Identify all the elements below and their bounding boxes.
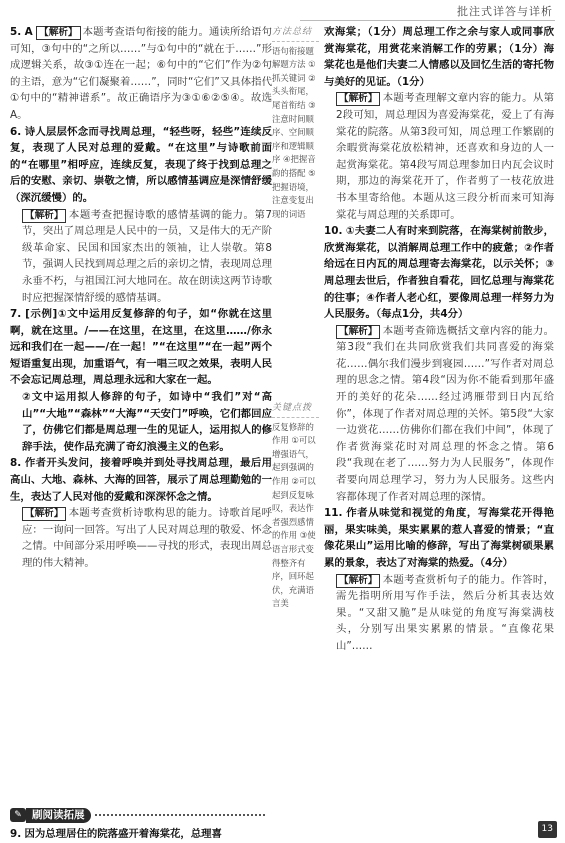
q7-answer-1: ①文中运用反复修辞的句子，如“你就在这里啊，就在这里。/——在这里，在这里，在这里……/你永远和我们在一起——/在一起！”“在这里”“在一起”两个短语重复出现，加重语气，有一唱三叹之效果，表明人民不会忘记周总理，周总理永远和大家在一起。 xyxy=(10,308,273,387)
side-note-key xyxy=(272,400,319,611)
q11 xyxy=(324,505,554,571)
q8-number: 8. xyxy=(10,457,22,470)
right-column xyxy=(324,24,554,655)
q10-explanation: 本题考查筛选概括文章内容的能力。第3段“我们在共同欣赏我们共同喜爱的海棠花……偶尔我们漫步到寝园……”写作者对周总理的思念之情。第4段“因为你不能看到那年盛开的美好的花朵……经过鸿雁带到日内瓦给你”，体现了作者对周总理的关怀。第5段“大家一边赏花……仿佛你们都在我们中间”，体现了作者赏海棠花时对周总理的怀念之情。第6段“我现在老了……努力为人民服务”，体现作者要向周总理学习，努力为人民服务。这些内容都体现了作者对周总理的深情。 xyxy=(336,324,554,503)
q5-number: 5. xyxy=(10,26,22,38)
q7-part2 xyxy=(10,389,272,455)
q10 xyxy=(324,223,554,323)
q10-tag: 【解析】 xyxy=(336,325,380,339)
q7-tag: 示例 xyxy=(29,308,53,321)
q7: 7. [示例]①文中运用反复修辞的句子，如“你就在这里啊，就在这里。/——在这里，在这里，在这里……/你永远和我们在一起——/在一起！”“在这里”“在一起”两个短语重复出现，加重语气，有一唱三叹之效果，表明人民不会忘记周总理，周总理永远和大家在一起。 xyxy=(10,308,273,387)
q8-explanation-block xyxy=(10,505,272,571)
header-rule xyxy=(300,20,555,21)
q9-tag: 【解析】 xyxy=(336,92,380,106)
q11-number: 11. xyxy=(324,507,343,520)
q9-explanation-block xyxy=(324,90,554,223)
side-note-key-title: 关键点拨 xyxy=(272,400,319,418)
q11-tag: 【解析】 xyxy=(336,574,380,588)
q5 xyxy=(10,24,272,124)
q6-explanation: 本题考查把握诗歌的感情基调的能力。第7节，突出了周总理是人民中的一员，又是伟大的无产阶级革命家、民国和国家杰出的领袖，让人崇敬。第8节，强调人民找到周总理之后的亲切之情，表现周总理永垂不朽，与祖国江河大地同在。故在朗读这两节诗歌时应把握深情舒缓的感情基调。 xyxy=(22,208,272,304)
header-title: 批注式详答与详析 xyxy=(457,5,553,18)
page-number: 13 xyxy=(538,821,557,838)
q9-explanation: 本题考查理解文章内容的能力。从第2段可知，周总理因为喜爱海棠花，爱上了有海棠花的院落。从第3段可知，周总理工作繁剧的余暇赏海棠花放松精神，还喜欢和身边的人一起赏海棠花。第4段写周总理参加日内瓦会议时期，那边的海棠花开了，作者剪了一枝花放进书本里寄给他。本题从这三段分析而来可知海棠花与周总理的关系即可。 xyxy=(336,92,554,221)
q8-answer: 作者开头发问，接着呼唤并到处寻找周总理，最后用高山、大地、森林、大海的回答，展示了周总理勤勉的一生，表达了人民对他的爱戴和深深怀念之情。 xyxy=(10,457,273,503)
q9-number: 9. xyxy=(10,828,22,840)
q6-answer: 诗人层层怀念而寻找周总理，“轻些呀，轻些”连续反复，表现了人民对总理的爱戴。“在这里”与诗歌前面的“在哪里”相呼应，连续反复，表现了终于找到总理之后的安慰、亲切、崇敬之情，所以感情基调应是深情舒缓（深沉缓慢）的。 xyxy=(10,125,272,204)
q11-explanation-block xyxy=(324,572,554,655)
q8-tag: 【解析】 xyxy=(22,507,66,521)
q10-answer: ①夫妻二人有时来到院落，在海棠树前散步，欣赏海棠花，以消解周总理工作中的疲惫；②作者给远在日内瓦的周总理寄去海棠花，以示关怀；③周总理去世后，作者独自看花，回忆总理与海棠花的往事；④作者人老心红，要像周总理一样努力为人民服务。（每点1分，共4分） xyxy=(324,225,554,321)
q11-explanation: 本题考查赏析句子的能力。作答时，需先指明所用写作手法，然后分析其表达效果。“又甜又脆”是从味觉的角度写海棠满枝头，分别写出果实累累的情景。“直像花果山”…… xyxy=(336,573,554,652)
q8 xyxy=(10,455,272,505)
q9-answer: 因为总理居住的院落盛开着海棠花，总理喜 xyxy=(24,828,222,840)
q6-number: 6. xyxy=(10,125,22,138)
side-note-method-text: 语句衔接题解题方法 ①抓关键词 ②头头衔尾，尾首衔结 ③注意时间顺序、空间顺序和逻辑顺序 ④把握音韵的搭配 ⑤把握语境，注意变复出现的词语 xyxy=(272,45,316,219)
q9-answer-continued: 欢海棠；（1分）周总理工作之余与家人或同事欣赏海棠花，用赏花来消解工作的劳累；（1分）海棠花也是他们夫妻二人情感以及回忆生活的寄托物与美好的见证。（1分） xyxy=(324,26,554,88)
q7-answer-2: ②文中运用拟人修辞的句子，如诗中“我们”对“高山”“大地”“森林”“大海”“天安门”呼唤，它们都回应了，仿佛它们都是周总理一生的见证人，运用拟人的修辞手法，使作品充满了奇幻浪漫主义的色彩。 xyxy=(22,391,272,453)
q11-answer: 作者从味觉和视觉的角度，写海棠花开得艳丽，果实味美，果实累累的惹人喜爱的情景；“直像花果山”运用比喻的修辞，写出了海棠树硕果累累的景象，表达了对海棠的热爱。（4分） xyxy=(324,507,554,569)
q6-tag: 【解析】 xyxy=(22,209,66,223)
q6-explanation-block xyxy=(10,207,272,307)
q7-number: 7. xyxy=(10,308,22,321)
banner-divider xyxy=(95,814,265,816)
q8-explanation: 本题考查赏析诗歌构思的能力。诗歌首尾呼应：一询问一回答。写出了人民对周总理的敬爱、怀念之情。中间部分采用呼唤——寻找的形式，表现出周总理的伟大精神。 xyxy=(22,507,272,569)
side-note-method xyxy=(272,24,319,221)
book-icon: ✎ xyxy=(10,808,26,822)
left-column xyxy=(10,24,272,572)
banner-label: 刷阅读拓展 xyxy=(26,808,91,823)
q9-continued xyxy=(324,24,554,90)
q5-tag: 【解析】 xyxy=(36,26,80,40)
q9 xyxy=(10,826,272,843)
side-note-key-text: 反复修辞的作用 ①可以增强语气，起到强调的作用 ②可以起到反复咏叹，表达作者强烈感情的作用 ③使语言形式变得整齐有序，回环起伏，充满语言美 xyxy=(272,421,316,609)
q5-answer: A xyxy=(24,26,33,38)
q10-explanation-block xyxy=(324,323,554,506)
q6 xyxy=(10,124,272,207)
q5-explanation: 本题考查语句衔接的能力。通读所给语句可知，③句中的“之所以……”与①句中的“就在于……”形成逻辑关系，故③①连在一起；⑥句中的“它们”作为②句的主语，意为“它们凝聚着……”，同时“它们”又具体指代①句中的“精神谱系”。故正确语序为③①⑥②⑤④。故选A。 xyxy=(10,26,273,121)
section-banner xyxy=(10,807,272,823)
side-note-method-title: 方法总结 xyxy=(272,24,319,42)
q10-number: 10. xyxy=(324,225,343,238)
